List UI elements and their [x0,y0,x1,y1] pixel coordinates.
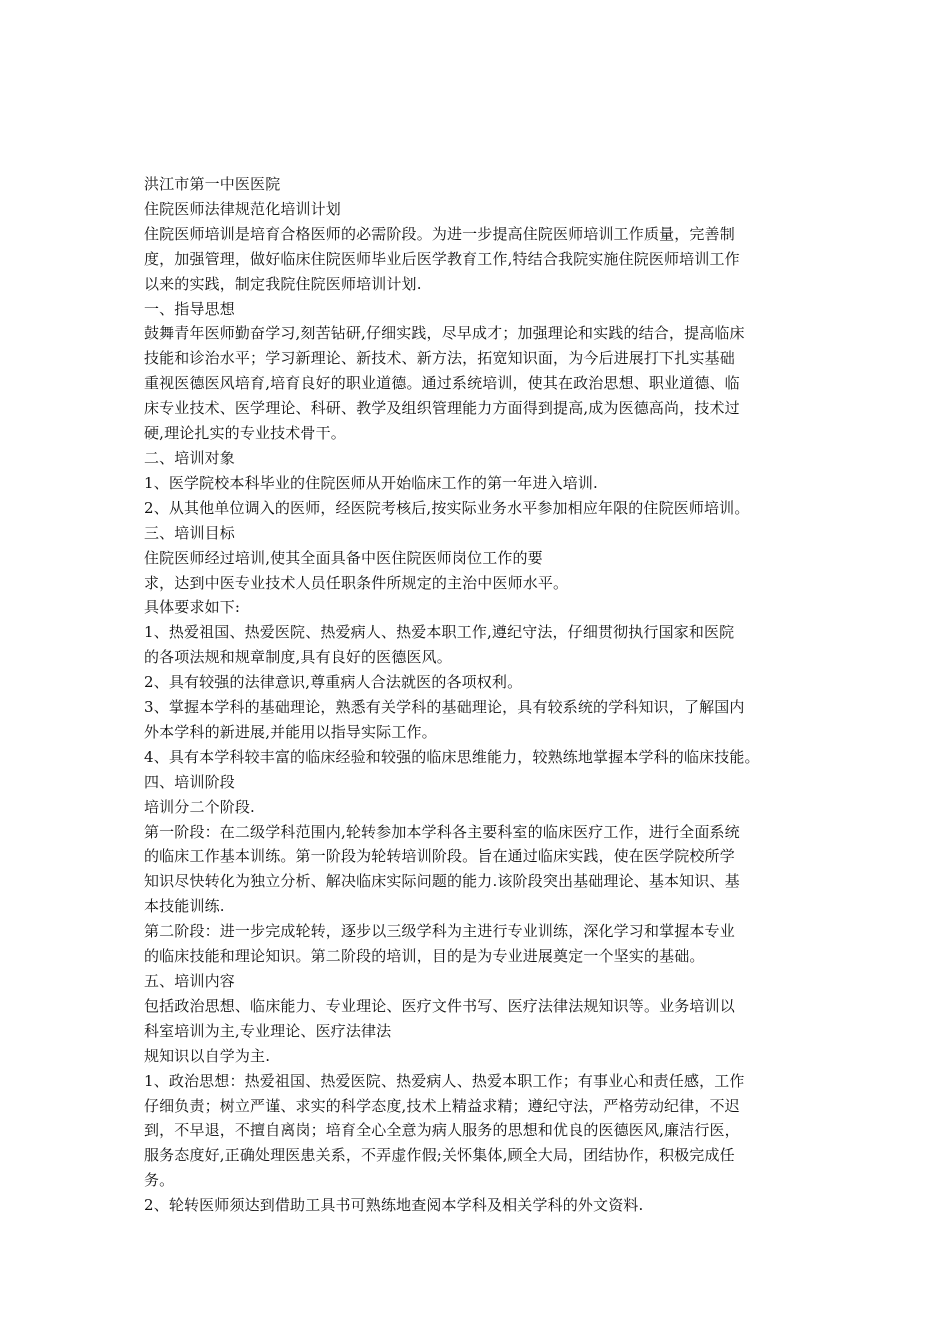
text-line: 住院医师经过培训,使其全面具备中医住院医师岗位工作的要 [144,548,543,567]
list-item: 2、轮转医师须达到借助工具书可熟练地查阅本学科及相关学科的外文资料. [144,1196,644,1215]
text-line: 床专业技术、医学理论、科研、教学及组织管理能力方面得到提高,成为医德高尚，技术过 [144,399,740,418]
section-heading: 四、培训阶段 [144,772,235,791]
text-line: 科室培训为主,专业理论、医疗法律法 [144,1021,392,1040]
section-heading: 三、培训目标 [144,523,235,542]
stage-two-paragraph [144,919,824,969]
list-item: 2、从其他单位调入的医师，经医院考核后,按实际业务水平参加相应年限的住院医师培训。 [144,498,750,517]
list-item [144,620,824,670]
text-line: 务。 [144,1171,175,1190]
text-line: 外本学科的新进展,并能用以指导实际工作。 [144,722,437,741]
text-line: 1、政治思想：热爱祖国、热爱医院、热爱病人、热爱本职工作；有事业心和责任感，工作 [144,1071,745,1090]
list-item: 1、医学院校本科毕业的住院医师从开始临床工作的第一年进入培训. [144,473,598,492]
text-line: 第一阶段：在二级学科范围内,轮转参加本学科各主要科室的临床医疗工作，进行全面系统 [144,822,740,841]
list-item: 4、具有本学科较丰富的临床经验和较强的临床思维能力，较熟练地掌握本学科的临床技能。 [144,747,760,766]
text-line: 重视医德医风培育,培育良好的职业道德。通过系统培训，使其在政治思想、职业道德、临 [144,374,740,393]
section-heading: 二、培训对象 [144,448,235,467]
hospital-name: 洪江市第一中医医院 [144,175,281,193]
text-line: 的临床技能和理论知识。第二阶段的培训，目的是为专业进展奠定一个坚实的基础。 [144,947,705,966]
document-title: 住院医师法律规范化培训计划 [144,199,341,218]
text-line: 以来的实践，制定我院住院医师培训计划. [144,274,422,293]
text-line: 鼓舞青年医师勤奋学习,刻苦钻研,仔细实践，尽早成才；加强理论和实践的结合，提高临床 [144,324,745,343]
text-line: 的临床工作基本训练。第一阶段为轮转培训阶段。旨在通过临床实践，使在医学院校所学 [144,847,735,866]
text-line: 3、掌握本学科的基础理论，熟悉有关学科的基础理论，具有较系统的学科知识，了解国内 [144,698,745,717]
intro-paragraph [144,222,824,297]
list-item: 2、具有较强的法律意识,尊重病人合法就医的各项权利。 [144,673,523,692]
text-line: 规知识以自学为主. [144,1046,271,1065]
text-line: 具体要求如下: [144,598,241,617]
list-item [144,1069,824,1194]
section-heading: 五、培训内容 [144,972,235,990]
text-line: 培训分二个阶段. [144,797,255,816]
stage-one-paragraph [144,820,824,920]
text-line: 包括政治思想、临床能力、专业理论、医疗文件书写、医疗法律法规知识等。业务培训以 [144,996,735,1015]
text-line: 住院医师培训是培育合格医师的必需阶段。为进一步提高住院医师培训工作质量，完善制 [144,224,735,243]
text-line: 到，不早退，不擅自离岗；培育全心全意为病人服务的思想和优良的医德医风,廉洁行医， [144,1121,740,1140]
guiding-principle-paragraph [144,321,824,446]
training-content-paragraph [144,994,824,1069]
list-item [144,695,824,745]
text-line: 求，达到中医专业技术人员任职条件所规定的主治中医师水平。 [144,573,569,592]
section-heading: 一、指导思想 [144,299,235,318]
text-line: 本技能训练. [144,897,225,916]
text-line: 的各项法规和规章制度,具有良好的医德医风。 [144,648,452,667]
text-line: 1、热爱祖国、热爱医院、热爱病人、热爱本职工作,遵纪守法，仔细贯彻执行国家和医院 [144,623,735,642]
text-line: 服务态度好,正确处理医患关系，不弄虚作假;关怀集体,顾全大局，团结协作，积极完成任 [144,1146,735,1165]
text-line: 第二阶段：进一步完成轮转，逐步以三级学科为主进行专业训练，深化学习和掌握本专业 [144,922,735,941]
text-line: 仔细负责；树立严谨、求实的科学态度,技术上精益求精；遵纪守法，严格劳动纪律，不迟 [144,1096,740,1115]
text-line: 度，加强管理，做好临床住院医师毕业后医学教育工作,特结合我院实施住院医师培训工作 [144,249,740,268]
text-line: 硬,理论扎实的专业技术骨干。 [144,424,346,443]
text-line: 知识尽快转化为独立分析、解决临床实际问题的能力.该阶段突出基础理论、基本知识、基 [144,872,740,891]
document-body [144,172,824,1218]
text-line: 技能和诊治水平；学习新理论、新技术、新方法，拓宽知识面，为今后进展打下扎实基础 [144,349,735,368]
